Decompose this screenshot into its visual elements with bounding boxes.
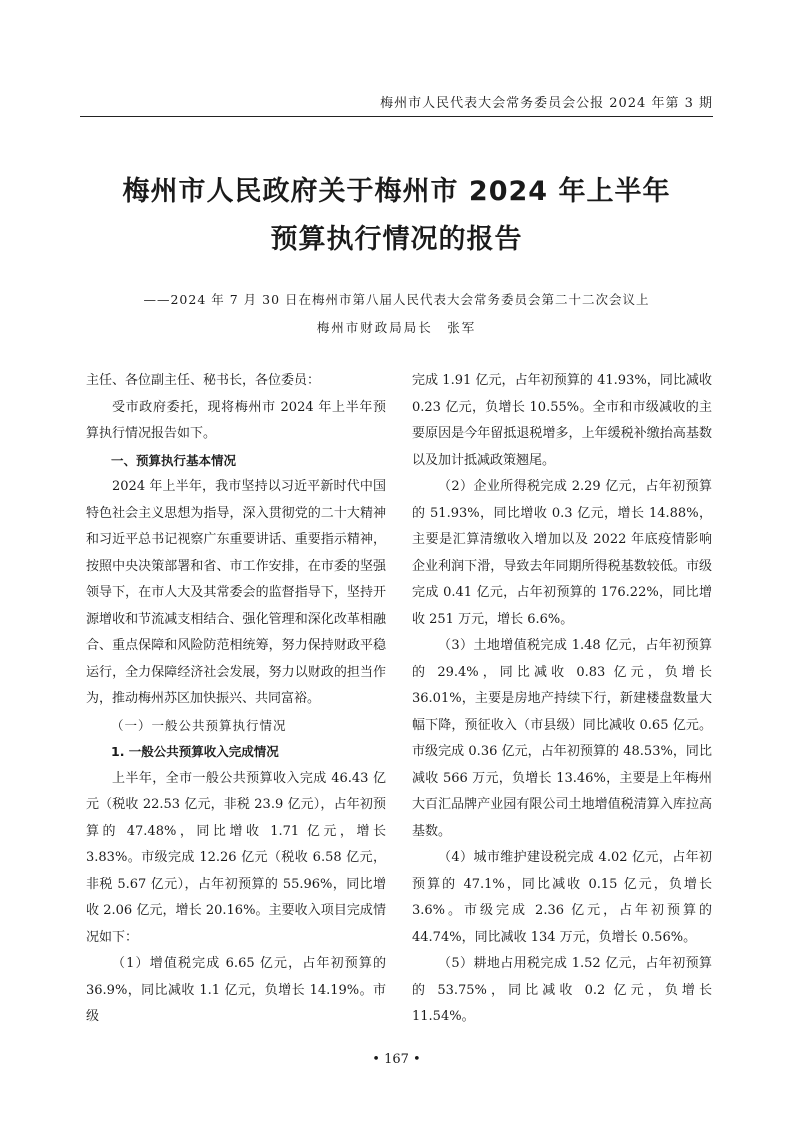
left-column	[86, 368, 386, 1031]
paragraph: （2）企业所得税完成 2.29 亿元，占年初预算的 51.93%，同比增收 0.3 亿元，增长 14.88%，主要是汇算清缴收入增加以及 2022 年底疫情影响企业利润下滑，导致去年同期所得税基数较低。市级完成 0.41 亿元，占年初预算的 176.22%，同比增收 251 万元，增长 6.6%。	[412, 479, 712, 627]
author-line: 梅州市财政局局长 张军	[316, 320, 477, 335]
paragraph: 完成 1.91 亿元，占年初预算的 41.93%，同比减收 0.23 亿元，负增长 10.55%。全市和市级减收的主要原因是今年留抵退税增多，上年缓税补缴抬高基数以及加计抵减政策翘尾。	[412, 373, 712, 468]
right-column	[412, 368, 712, 1031]
running-header: 梅州市人民代表大会常务委员会公报 2024 年第 3 期	[380, 96, 713, 111]
section-heading: 一、预算执行基本情况	[111, 452, 237, 468]
salutation: 主任、各位副主任、秘书长，各位委员：	[86, 373, 321, 388]
paragraph: （4）城市维护建设税完成 4.02 亿元，占年初预算的 47.1%，同比减收 0.15 亿元，负增长 3.6%。市级完成 2.36 亿元，占年初预算的 44.74%，同比减收 134 万元，负增长 0.56%。	[412, 850, 712, 945]
paragraph: （3）土地增值税完成 1.48 亿元，占年初预算的 29.4%，同比减收 0.83 亿元，负增长 36.01%，主要是房地产持续下行，新建楼盘数量大幅下降，预征收入（市县级）同比减收 0.65 亿元。市级完成 0.36 亿元，占年初预算的 48.53%，同比减收 566 万元，负增长 13.46%，主要是上年梅州大百汇品牌产业园有限公司土地增值税清算入库拉高基数。	[412, 638, 712, 839]
paragraph: 上半年，全市一般公共预算收入完成 46.43 亿元（税收 22.53 亿元，非税 23.9 亿元），占年初预算的 47.48%，同比增收 1.71 亿元，增长 3.83%。市级完成 12.26 亿元（税收 6.58 亿元，非税 5.67 亿元），占年初预算的 55.96%，同比增收 2.06 亿元，增长 20.16%。主要收入项目完成情况如下：	[86, 770, 386, 945]
subsubsection-heading: 1. 一般公共预算收入完成情况	[111, 744, 279, 759]
page-number: • 167 •	[372, 1052, 421, 1067]
paragraph: 受市政府委托，现将梅州市 2024 年上半年预算执行情况报告如下。	[86, 399, 386, 441]
paragraph: （1）增值税完成 6.65 亿元，占年初预算的 36.9%，同比减收 1.1 亿元，负增长 14.19%。市级	[86, 956, 386, 1024]
subtitle: ——2024 年 7 月 30 日在梅州市第八届人民代表大会常务委员会第二十二次会议上	[143, 292, 650, 307]
page-title	[80, 168, 713, 264]
header-rule	[80, 116, 713, 117]
title-line-1: 梅州市人民政府关于梅州市 2024 年上半年	[122, 176, 671, 207]
title-line-2: 预算执行情况的报告	[270, 224, 523, 255]
paragraph: （5）耕地占用税完成 1.52 亿元，占年初预算的 53.75%，同比减收 0.2 亿元，负增长 11.54%。	[412, 956, 712, 1024]
subsection-heading: （一）一般公共预算执行情况	[111, 717, 287, 733]
paragraph: 2024 年上半年，我市坚持以习近平新时代中国特色社会主义思想为指导，深入贯彻党的二十大精神和习近平总书记视察广东重要讲话、重要指示精神，按照中央决策部署和省、市工作安排，在市委的坚强领导下，在市人大及其常委会的监督指导下，坚持开源增收和节流减支相结合、强化管理和深化改革相融合、重点保障和风险防范相统筹，努力保持财政平稳运行，全力保障经济社会发展，努力以财政的担当作为，推动梅州苏区加快振兴、共同富裕。	[86, 479, 386, 706]
